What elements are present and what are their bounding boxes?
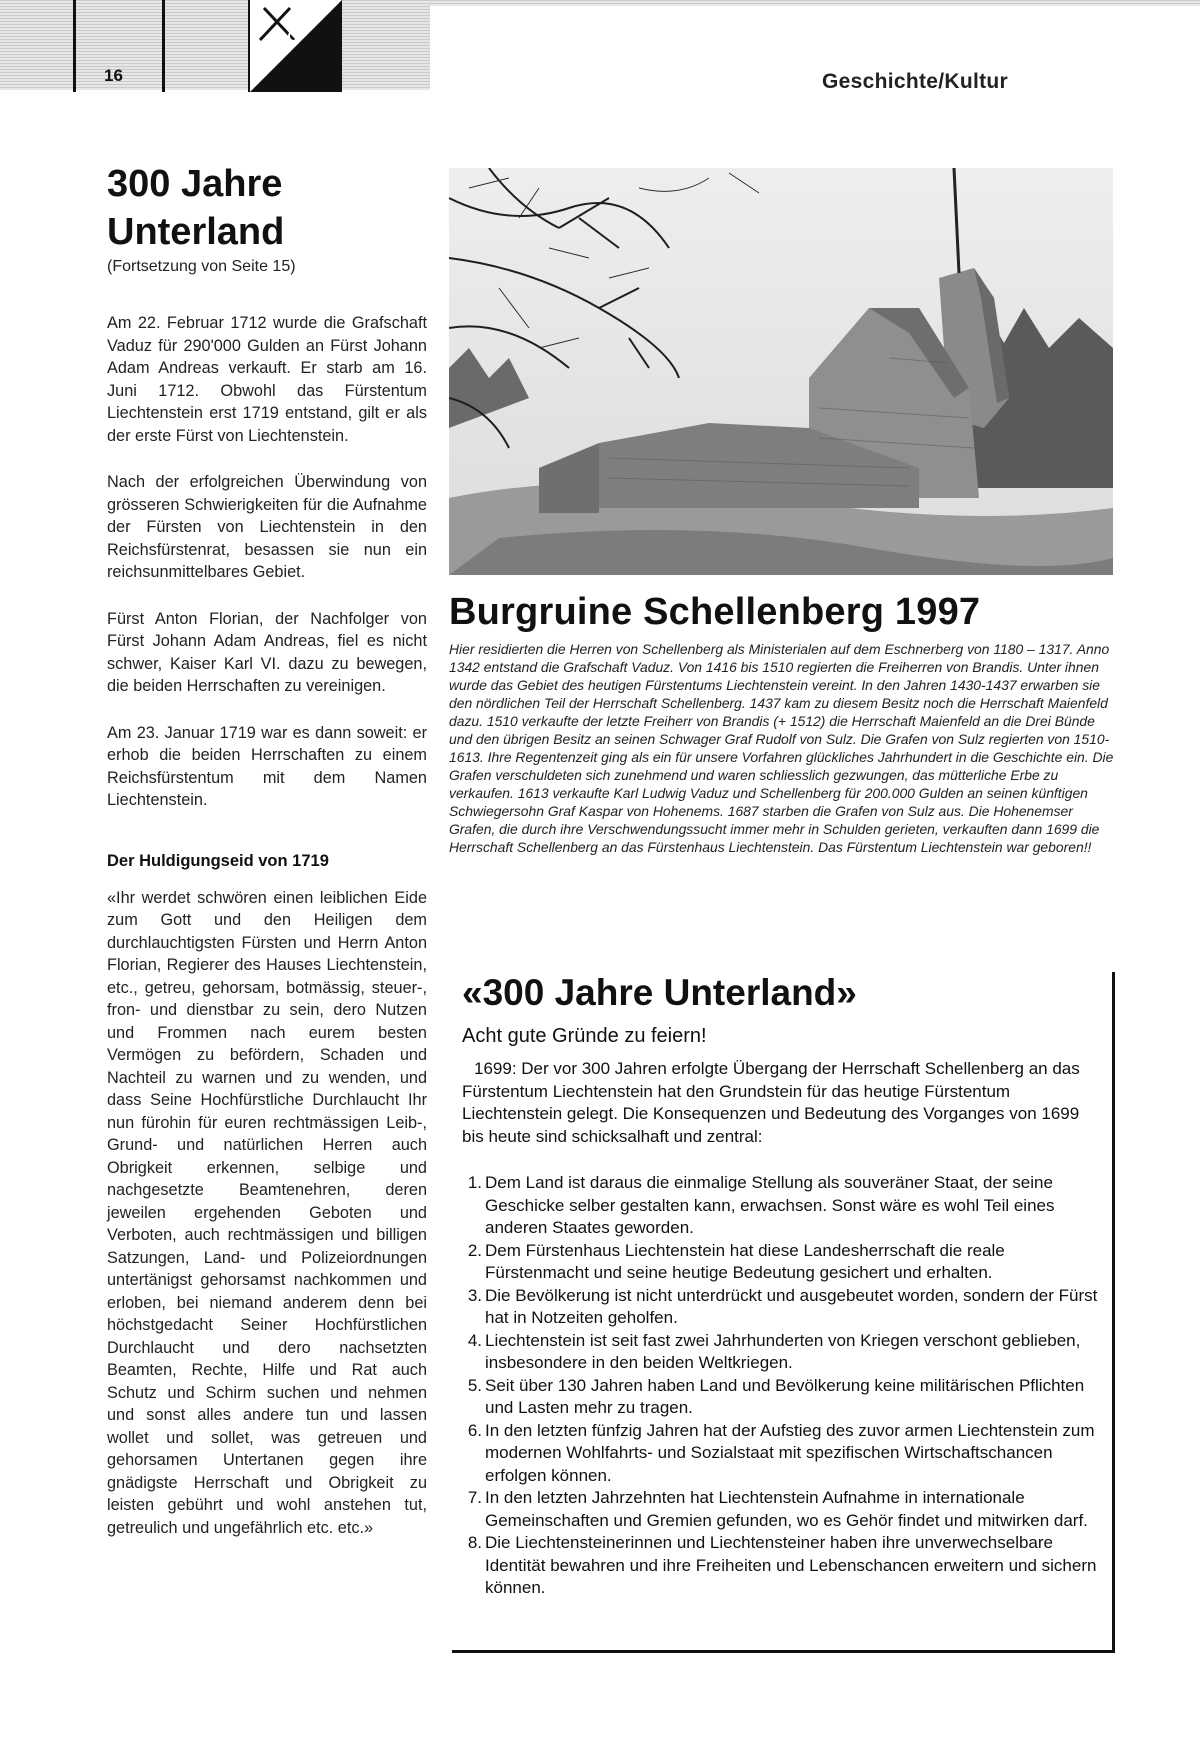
castle-ruin-photo: [449, 168, 1113, 575]
list-item: [462, 1172, 1102, 1240]
reason-number: 2.: [467, 1240, 482, 1260]
article-paragraph: Am 23. Januar 1719 war es dann soweit: er erhob die beiden Herrschaften zu einem Reichsfürstentum mit dem Namen Liechtenstein.: [107, 723, 427, 809]
header-stripes-right: [340, 0, 1200, 6]
box-intro: 1699: Der vor 300 Jahren erfolgte Übergang der Herrschaft Schellenberg an das Fürstentum Liechtenstein hat den Grundstein für das heutige Fürstentum Liechtenstein gelegt. Die Konsequenzen und Bedeutung des Vorganges von 1699 bis heute sind schicksalhaft und zentral:: [462, 1059, 1080, 1146]
reason-number: 4.: [467, 1330, 482, 1350]
reason-number: 6.: [467, 1420, 482, 1440]
article-title: [107, 160, 427, 256]
reasons-list: [462, 1172, 1102, 1600]
reason-text: Die Bevölkerung ist nicht unterdrückt und ausgebeutet worden, sondern der Fürst hat in Notzeiten geholfen.: [485, 1285, 1098, 1327]
list-item: [462, 1487, 1102, 1532]
reason-text: Dem Fürstenhaus Liechtenstein hat diese Landesherrschaft die reale Fürstenmacht und seine heutige Bedeutung gesichert und erhalten.: [485, 1240, 1005, 1282]
reason-text: Die Liechtensteinerinnen und Liechtensteiner haben ihre unverwechselbare Identität bewahren und ihre Freiheiten und Lebenschancen erweitern und sichern können.: [485, 1533, 1097, 1597]
reason-text: Liechtenstein ist seit fast zwei Jahrhunderten von Kriegen verschont geblieben, insbesondere in den beiden Weltkriegen.: [485, 1330, 1081, 1372]
header-stripes: [0, 0, 430, 90]
oath-text: «Ihr werdet schwören einen leiblichen Eide zum Gott und den Heiligen dem durchlauchtigsten Fürsten und Herrn Anton Florian, Regierer des Hauses Liechtenstein, etc., getreu, gehorsam, botmässig, steuer-, fron- und dienstbar zu sein, dero Nutzen und Frommen nach eurem besten Vermögen zu befördern, Schaden und Nachteil zu warnen und zu wenden, und dass Seine Hochfürstliche Durchlaucht Ihr nun fürohin für euren rechtmässigen Leib-, Grund- und natürlichen Herren auch Obrigkeit erkennen, selbige und nachgesetzte Beamtenehren, deren jeweilen ergehenden Geboten und Verboten, auch rechtmässigen und billigen Satzungen, Land- und Polizeiordnungen untertänigst gehorsamst nachkommen und erloben, bei niemand anderem denn bei höchstgedacht Seiner Hochfürstlichen Durchlaucht und dero nachsetzten Beamten, Rechte, Hilfe und Rat auch Schutz und Schirm suchen und nehmen und sonst alles andere tun und lassen wollet und sollet, was getreuen und gehorsamen Untertanen gegen ihre gnädigste Herrschaft und Obrigkeit zu leisten gebührt und wohl anstehen tut, getreulich und ungefährlich etc. etc.»: [107, 888, 427, 1537]
continuation-note: (Fortsetzung von Seite 15): [107, 258, 296, 275]
article-paragraph: Nach der erfolgreichen Überwindung von grösseren Schwierigkeiten für die Aufnahme der Fürsten von Liechtenstein in den Reichsfürstenrat, besassen sie nun ein reichsunmittelbares Gebiet.: [107, 473, 427, 581]
article-paragraph: Fürst Anton Florian, der Nachfolger von Fürst Johann Adam Andreas, fiel es nicht schwer, Kaiser Karl VI. dazu zu bewegen, die beiden Herrschaften zu vereinigen.: [107, 609, 427, 695]
reason-text: Dem Land ist daraus die einmalige Stellung als souveräner Staat, der seine Geschicke selber gestalten kann, erwachsen. Sonst wäre es wohl Teil eines anderen Staates geworden.: [485, 1173, 1055, 1237]
list-item: [462, 1420, 1102, 1488]
article-paragraph: Am 22. Februar 1712 wurde die Grafschaft Vaduz für 290'000 Gulden an Fürst Johann Adam Andreas verkauft. Er starb am 16. Juni 1712. Obwohl das Fürstentum Liechtenstein erst 1719 entstand, gilt er als der erste Fürst von Liechtenstein.: [107, 314, 427, 445]
reason-text: In den letzten fünfzig Jahren hat der Aufstieg des zuvor armen Liechtenstein zum modernen Wohlfahrts- und Sozialstaat mit spezifischen Wirtschaftschancen erfolgen können.: [485, 1420, 1095, 1485]
page-header: [0, 0, 1200, 92]
list-item: [462, 1375, 1102, 1420]
photo-caption: Hier residierten die Herren von Schellenberg als Ministerialen auf dem Eschnerberg von 1180 – 1317. Anno 1342 entstand die Grafschaft Vaduz. Von 1416 bis 1510 regierten die Freiherren von Brandis. Unter ihnen wurde das Gebiet des heutigen Fürstentums Liechtenstein vereint. In den Jahren 1430-1437 erwarben sie den nördlichen Teil der Herrschaft Schellenberg. 1437 kam zu diesem Besitz noch die Herrschaft Maienfeld dazu. 1510 verkaufte der letzte Freiherr von Brandis (+ 1512) die Herrschaft Maienfeld an die Drei Bünde und den übrigen Besitz an seinen Schwager Graf Rudolf von Sulz. Die Grafen von Sulz regierten von 1510-1613. Ihre Regentenzeit ging als ein für unsere Vorfahren glückliches Jahrhundert in die Geschichte ein. Die Grafen verschuldeten sich zunehmend und waren schliesslich gezwungen, das mütterliche Erbe zu verkaufen. 1613 verkaufte Karl Ludwig Vaduz und Schellenberg für 200.000 Gulden an seinen künftigen Schwiegersohn Graf Kaspar von Hohenems. 1687 starben die Grafen von Sulz aus. Die Hohenemser Grafen, die durch ihre Verschwendungssucht immer mehr in Schulden gerieten, verkauften dann 1699 die Herrschaft Schellenberg an das Fürstenhaus Liechtenstein. Das Fürstentum Liechtenstein war geboren!!: [449, 641, 1114, 855]
reasons-box: [452, 972, 1115, 1653]
article-title-line: 300 Jahre: [107, 163, 283, 205]
list-item: [462, 1285, 1102, 1330]
reason-number: 1.: [467, 1173, 482, 1192]
reason-number: 3.: [467, 1285, 482, 1305]
reason-number: 5.: [467, 1375, 482, 1395]
crossed-swords-emblem-icon: [250, 0, 342, 92]
oath-heading: Der Huldigungseid von 1719: [107, 851, 329, 870]
list-item: [462, 1330, 1102, 1375]
reason-number: 8.: [467, 1533, 482, 1552]
header-divider: [162, 0, 165, 92]
section-label: Geschichte/Kultur: [822, 70, 1008, 93]
article-title-line: Unterland: [107, 211, 285, 253]
photo-section-title: Burgruine Schellenberg 1997: [449, 591, 981, 633]
box-subtitle: Acht gute Gründe zu feiern!: [462, 1025, 707, 1047]
box-title: «300 Jahre Unterland»: [462, 972, 857, 1013]
article-column: [107, 160, 427, 1539]
header-divider: [73, 0, 76, 92]
list-item: [462, 1532, 1102, 1600]
reason-number: 7.: [467, 1488, 482, 1507]
reason-text: In den letzten Jahrzehnten hat Liechtenstein Aufnahme in internationale Gemeinschaften und Gremien gefunden, wo es Gehör findet und mitwirken darf.: [485, 1488, 1088, 1530]
list-item: [462, 1240, 1102, 1285]
reason-text: Seit über 130 Jahren haben Land und Bevölkerung keine militärischen Pflichten und Lasten mehr zu tragen.: [485, 1375, 1085, 1417]
page-number: 16: [104, 66, 123, 85]
